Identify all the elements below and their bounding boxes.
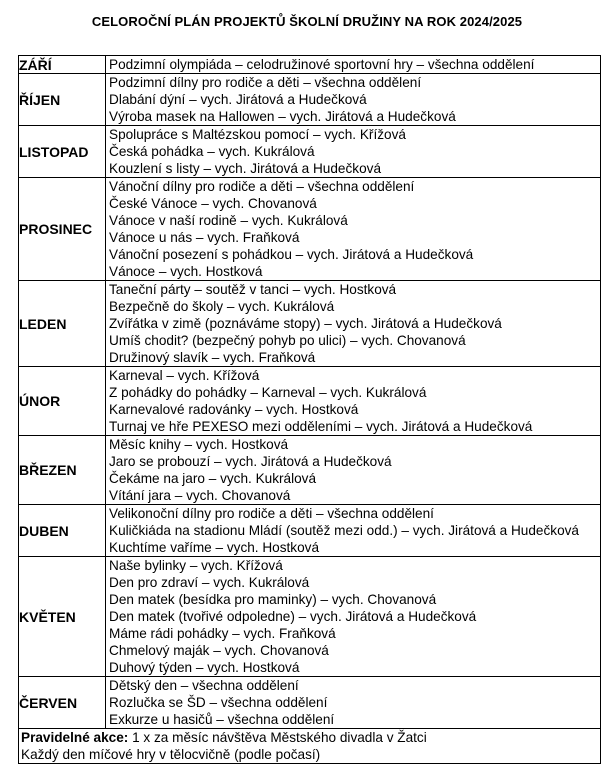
activity-item: Zvířátka v zimě (poznáváme stopy) – vych. Jirátová a Hudečková — [109, 316, 502, 331]
month-row — [19, 436, 601, 505]
regular-events-line-1 — [19, 729, 600, 746]
month-row — [19, 367, 601, 436]
month-activities — [106, 367, 601, 436]
activity-item: Vánoce – vych. Hostková — [109, 264, 263, 279]
activity-item: Den matek (tvořivé odpoledne) – vych. Jirátová a Hudečková — [109, 609, 477, 624]
activity-item: Spolupráce s Maltézskou pomocí – vych. Křížová — [109, 127, 406, 142]
activity-item: Máme rádi pohádky – vych. Fraňková — [109, 626, 336, 641]
activity-item: Kuchtíme vaříme – vych. Hostková — [109, 540, 320, 555]
month-activities — [106, 677, 601, 729]
month-activities — [106, 505, 601, 557]
activity-item: Vánoce u nás – vych. Fraňková — [109, 230, 300, 245]
activity-item: Dlabání dýní – vych. Jirátová a Hudečková — [109, 92, 367, 107]
month-name: ŘÍJEN — [19, 74, 106, 126]
regular-events-label: Pravidelné akce: — [21, 730, 129, 745]
month-row — [19, 178, 601, 281]
page-title: CELOROČNÍ PLÁN PROJEKTŮ ŠKOLNÍ DRUŽINY NA ROK 2024/2025 — [91, 14, 523, 29]
activity-item: Výroba masek na Hallowen – vych. Jirátová a Hudečková — [109, 109, 456, 124]
month-activities — [106, 281, 601, 367]
month-name: DUBEN — [19, 505, 106, 557]
month-activities — [106, 74, 601, 126]
activity-item: Chmelový maják – vych. Chovanová — [109, 643, 329, 658]
activity-item: Bezpečně do školy – vych. Kukrálová — [109, 299, 335, 314]
regular-events-cell — [19, 729, 601, 764]
activity-item: Den pro zdraví – vych. Kukrálová — [109, 575, 310, 590]
activity-item: Karnevalové radovánky – vych. Hostková — [109, 402, 359, 417]
month-row — [19, 74, 601, 126]
activity-item: Vánoční dílny pro rodiče a děti – všechna oddělení — [109, 179, 415, 194]
month-name: KVĚTEN — [19, 557, 106, 677]
month-row — [19, 505, 601, 557]
activity-item: Rozlučka se ŠD – všechna oddělení — [109, 695, 328, 710]
activity-item: Z pohádky do pohádky – Karneval – vych. Kukrálová — [109, 385, 427, 400]
activity-item: Podzimní dílny pro rodiče a děti – všechna oddělení — [109, 75, 422, 90]
plan-table-body — [19, 56, 601, 729]
activity-item: Měsíc knihy – vych. Hostková — [109, 437, 289, 452]
month-name: LEDEN — [19, 281, 106, 367]
activity-item: Turnaj ve hře PEXESO mezi odděleními – vych. Jirátová a Hudečková — [109, 419, 533, 434]
month-row — [19, 281, 601, 367]
activity-item: Taneční párty – soutěž v tanci – vych. Hostková — [109, 282, 397, 297]
activity-item: Duhový týden – vych. Hostková — [109, 660, 300, 675]
activity-item: Velikonoční dílny pro rodiče a děti – všechna oddělení — [109, 506, 434, 521]
month-activities — [106, 436, 601, 505]
month-activities — [106, 557, 601, 677]
month-name: ČERVEN — [19, 677, 106, 729]
activity-item: Naše bylinky – vych. Křížová — [109, 558, 283, 573]
month-activities — [106, 56, 601, 74]
activity-item: Družinový slavík – vych. Fraňková — [109, 350, 316, 365]
activity-item: Česká pohádka – vych. Kukrálová — [109, 144, 315, 159]
activity-item: Vánoční posezení s pohádkou – vych. Jirátová a Hudečková — [109, 247, 474, 262]
month-row — [19, 557, 601, 677]
month-row — [19, 126, 601, 178]
activity-item: Vánoce v naší rodině – vych. Kukrálová — [109, 213, 348, 228]
month-name: ÚNOR — [19, 367, 106, 436]
activity-item: Vítání jara – vych. Chovanová — [109, 488, 291, 503]
activity-item: Karneval – vych. Křížová — [109, 368, 260, 383]
regular-events-row — [19, 729, 601, 764]
activity-item: Čekáme na jaro – vych. Kukrálová — [109, 471, 317, 486]
activity-item: Umíš chodit? (bezpečný pohyb po ulici) – vych. Chovanová — [109, 333, 466, 348]
month-name: PROSINEC — [19, 178, 106, 281]
month-activities — [106, 126, 601, 178]
activity-item: Den matek (besídka pro maminky) – vych. Chovanová — [109, 592, 437, 607]
activity-item: Podzimní olympiáda – celodružinové sportovní hry – všechna oddělení — [109, 57, 535, 72]
month-activities — [106, 178, 601, 281]
regular-event-ball-games: Každý den míčové hry v tělocvičně (podle počasí) — [21, 747, 321, 762]
month-row — [19, 56, 601, 74]
activity-item: Kuličkiáda na stadionu Mládí (soutěž mezi odd.) – vych. Jirátová a Hudečková — [109, 523, 579, 538]
regular-event-theatre: 1 x za měsíc návštěva Městského divadla v Žatci — [132, 730, 427, 745]
month-name: ZÁŘÍ — [19, 56, 106, 74]
month-row — [19, 677, 601, 729]
project-plan-table — [18, 55, 601, 764]
activity-item: Exkurze u hasičů – všechna oddělení — [109, 712, 335, 727]
month-name: LISTOPAD — [19, 126, 106, 178]
activity-item: Kouzlení s listy – vych. Jirátová a Hudečková — [109, 161, 382, 176]
activity-item: Jaro se probouzí – vych. Jirátová a Hudečková — [109, 454, 392, 469]
activity-item: České Vánoce – vych. Chovanová — [109, 196, 317, 211]
activity-item: Dětský den – všechna oddělení — [109, 678, 299, 693]
month-name: BŘEZEN — [19, 436, 106, 505]
